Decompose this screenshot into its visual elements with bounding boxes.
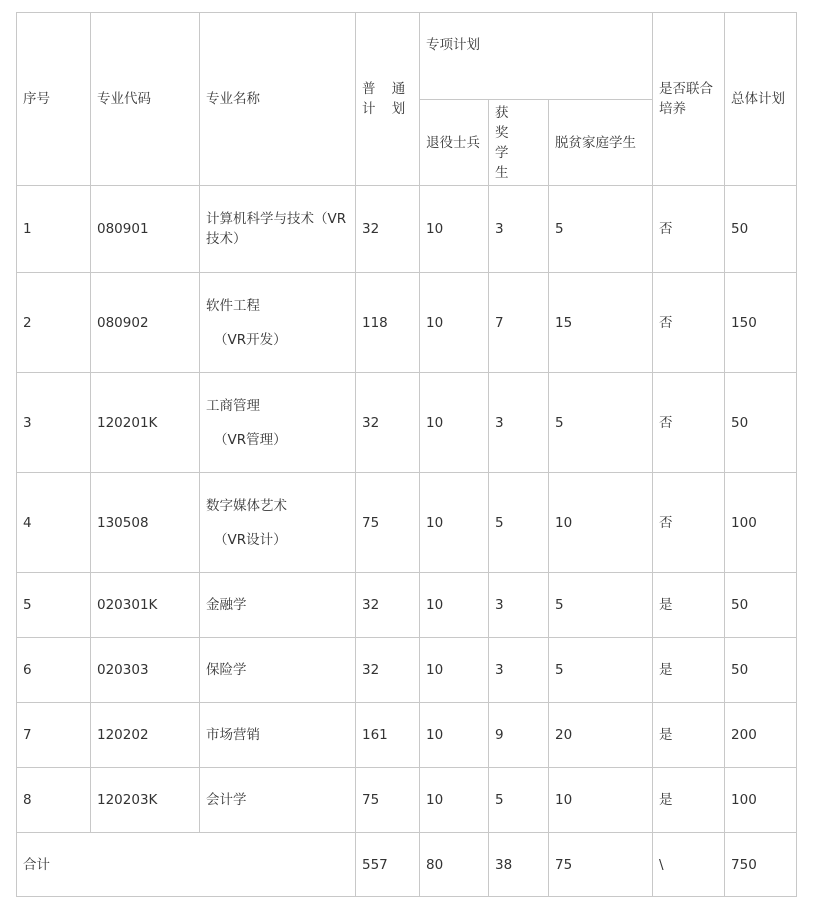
cell-total: 100 (725, 473, 797, 573)
cell-veteran: 10 (420, 768, 489, 833)
cell-general: 118 (356, 273, 420, 373)
cell-general: 75 (356, 473, 420, 573)
cell-general: 32 (356, 186, 420, 273)
cell-award: 3 (489, 638, 549, 703)
cell-veteran: 10 (420, 186, 489, 273)
cell-award: 7 (489, 273, 549, 373)
cell-name: 市场营销 (200, 703, 356, 768)
cell-seq: 6 (17, 638, 91, 703)
cell-total: 200 (725, 703, 797, 768)
cell-seq: 3 (17, 373, 91, 473)
header-veteran: 退役士兵 (420, 100, 489, 186)
cell-poverty: 10 (549, 768, 653, 833)
header-poverty-students: 脱贫家庭学生 (549, 100, 653, 186)
enrollment-plan-table-wrapper (16, 12, 797, 897)
cell-veteran: 10 (420, 373, 489, 473)
total-veteran: 80 (420, 833, 489, 897)
cell-general: 161 (356, 703, 420, 768)
cell-code: 120201K (91, 373, 200, 473)
table-row (17, 703, 797, 768)
cell-name: 计算机科学与技术（VR技术） (200, 186, 356, 273)
cell-name-main: 工商管理 (206, 397, 260, 414)
cell-award: 5 (489, 473, 549, 573)
cell-total: 50 (725, 638, 797, 703)
cell-award: 3 (489, 373, 549, 473)
table-row (17, 573, 797, 638)
cell-code: 130508 (91, 473, 200, 573)
header-award-students: 获 奖 学 生 (489, 100, 549, 186)
cell-total: 50 (725, 373, 797, 473)
header-joint-training: 是否联合培养 (653, 13, 725, 186)
total-label: 合计 (17, 833, 356, 897)
total-row (17, 833, 797, 897)
total-poverty: 75 (549, 833, 653, 897)
cell-seq: 5 (17, 573, 91, 638)
cell-name (200, 473, 356, 573)
table-row (17, 273, 797, 373)
table-row (17, 473, 797, 573)
header-code: 专业代码 (91, 13, 200, 186)
cell-poverty: 5 (549, 638, 653, 703)
cell-poverty: 15 (549, 273, 653, 373)
cell-veteran: 10 (420, 473, 489, 573)
cell-joint: 是 (653, 768, 725, 833)
cell-name-sub: （VR开发） (214, 331, 287, 348)
header-row-top (17, 13, 797, 100)
header-name: 专业名称 (200, 13, 356, 186)
cell-joint: 是 (653, 638, 725, 703)
cell-total: 100 (725, 768, 797, 833)
cell-seq: 7 (17, 703, 91, 768)
cell-code: 020303 (91, 638, 200, 703)
cell-general: 75 (356, 768, 420, 833)
cell-code: 120202 (91, 703, 200, 768)
cell-seq: 8 (17, 768, 91, 833)
total-joint: \ (653, 833, 725, 897)
total-award: 38 (489, 833, 549, 897)
table-row (17, 186, 797, 273)
cell-seq: 4 (17, 473, 91, 573)
cell-veteran: 10 (420, 703, 489, 768)
table-row (17, 638, 797, 703)
cell-award: 3 (489, 573, 549, 638)
cell-veteran: 10 (420, 638, 489, 703)
cell-veteran: 10 (420, 273, 489, 373)
cell-joint: 是 (653, 703, 725, 768)
table-row (17, 768, 797, 833)
header-seq: 序号 (17, 13, 91, 186)
cell-name (200, 373, 356, 473)
cell-name (200, 273, 356, 373)
cell-name: 保险学 (200, 638, 356, 703)
table-row (17, 373, 797, 473)
cell-joint: 否 (653, 373, 725, 473)
cell-name-main: 软件工程 (206, 297, 260, 314)
cell-poverty: 5 (549, 186, 653, 273)
cell-code: 020301K (91, 573, 200, 638)
cell-code: 120203K (91, 768, 200, 833)
cell-joint: 是 (653, 573, 725, 638)
cell-code: 080902 (91, 273, 200, 373)
cell-total: 50 (725, 573, 797, 638)
cell-veteran: 10 (420, 573, 489, 638)
header-total-plan: 总体计划 (725, 13, 797, 186)
header-general-plan: 普 通 计 划 (356, 13, 420, 186)
cell-total: 50 (725, 186, 797, 273)
cell-poverty: 20 (549, 703, 653, 768)
cell-poverty: 10 (549, 473, 653, 573)
cell-award: 5 (489, 768, 549, 833)
cell-seq: 1 (17, 186, 91, 273)
cell-total: 150 (725, 273, 797, 373)
cell-award: 3 (489, 186, 549, 273)
cell-name: 会计学 (200, 768, 356, 833)
cell-name-sub: （VR设计） (214, 531, 287, 548)
cell-seq: 2 (17, 273, 91, 373)
cell-general: 32 (356, 373, 420, 473)
cell-award: 9 (489, 703, 549, 768)
enrollment-plan-table (16, 12, 797, 897)
total-total: 750 (725, 833, 797, 897)
header-special-plan: 专项计划 (420, 13, 653, 100)
cell-name: 金融学 (200, 573, 356, 638)
cell-joint: 否 (653, 273, 725, 373)
cell-poverty: 5 (549, 573, 653, 638)
cell-joint: 否 (653, 473, 725, 573)
cell-joint: 否 (653, 186, 725, 273)
cell-general: 32 (356, 638, 420, 703)
cell-name-sub: （VR管理） (214, 431, 287, 448)
cell-name-main: 数字媒体艺术 (206, 497, 287, 514)
cell-general: 32 (356, 573, 420, 638)
total-general: 557 (356, 833, 420, 897)
cell-poverty: 5 (549, 373, 653, 473)
cell-code: 080901 (91, 186, 200, 273)
